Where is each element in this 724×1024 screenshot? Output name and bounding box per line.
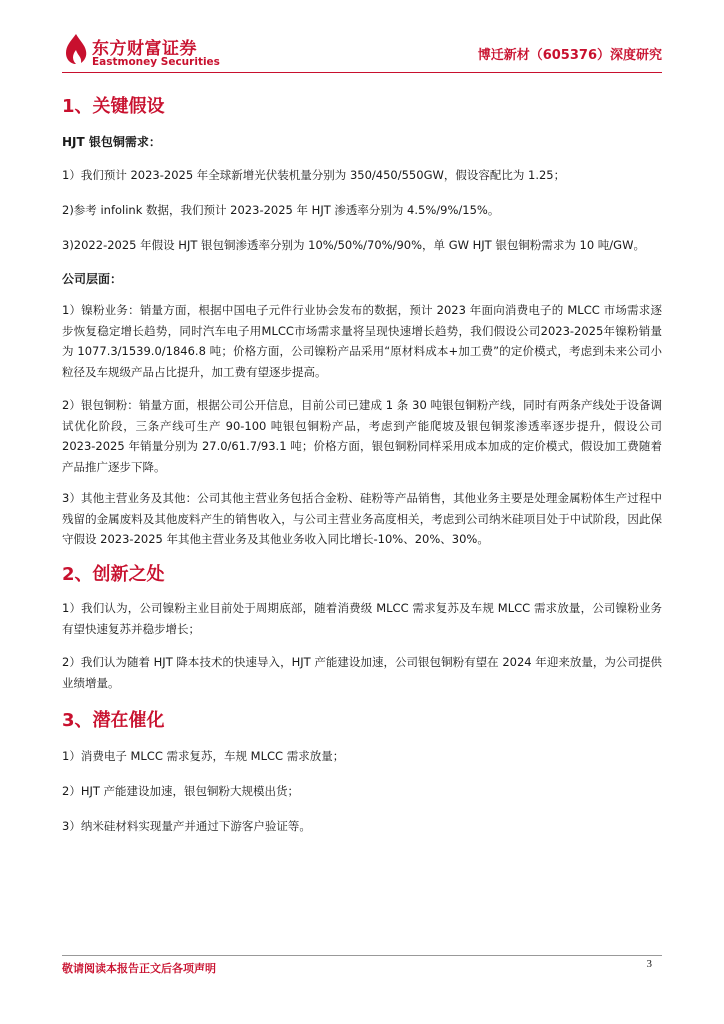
header-divider xyxy=(62,72,662,73)
logo-text-cn: 东方财富证券 xyxy=(92,39,197,59)
paragraph-text: 1）消费电子 MLCC 需求复苏，车规 MLCC 需求放量； xyxy=(62,749,345,763)
paragraph xyxy=(62,746,662,767)
paragraph-text: 3）纳米硅材料实现量产并通过下游客户验证等。 xyxy=(62,819,311,833)
paragraph xyxy=(62,652,662,693)
paragraph xyxy=(62,165,662,186)
section-title: 2、创新之处 xyxy=(62,564,165,585)
paragraph-text: 2）银包铜粉：销量方面，根据公司公开信息，目前公司已建成 1 条 30 吨银包铜粉产线，同时有两条产线处于设备调试优化阶段，三条产线可生产 90-100 吨银包铜粉产品，考虑到产能爬坡及银包铜浆渗透率逐步提升，假设公司 2023-2025 年销量分别为 27.0/61.7/93.1 吨；价格方面，银包铜粉同样采用成本加成的定价模式，假设加工费随着产品推广逐步下降。 xyxy=(62,398,662,474)
paragraph xyxy=(62,300,662,382)
logo-flame-icon xyxy=(62,32,90,66)
section-catalysts xyxy=(62,708,662,734)
section-key-assumptions xyxy=(62,94,662,120)
logo-text-en: Eastmoney Securities xyxy=(92,56,220,68)
subsection-heading: 公司层面： xyxy=(62,272,123,286)
paragraph xyxy=(62,200,662,221)
paragraph-text: 2）我们认为随着 HJT 降本技术的快速导入，HJT 产能建设加速，公司银包铜粉有望在 2024 年迎来放量，为公司提供业绩增量。 xyxy=(62,655,662,690)
paragraph xyxy=(62,816,662,837)
paragraph-text: 1）我们预计 2023-2025 年全球新增光伏装机量分别为 350/450/550GW，假设容配比为 1.25； xyxy=(62,168,566,182)
subsection-hjt-demand xyxy=(62,133,662,151)
paragraph xyxy=(62,235,662,256)
section-title: 3、潜在催化 xyxy=(62,710,165,731)
report-title: 博迁新材（605376）深度研究 xyxy=(477,48,662,63)
footer-disclaimer: 敬请阅读本报告正文后各项声明 xyxy=(62,962,216,975)
page-number: 3 xyxy=(646,958,652,970)
section-title: 1、关键假设 xyxy=(62,96,165,117)
footer-divider xyxy=(62,955,662,956)
paragraph xyxy=(62,488,662,550)
section-innovation xyxy=(62,562,662,588)
paragraph xyxy=(62,598,662,639)
subsection-heading: HJT 银包铜需求： xyxy=(62,135,161,149)
paragraph-text: 3)2022-2025 年假设 HJT 银包铜渗透率分别为 10%/50%/70%/90%，单 GW HJT 银包铜粉需求为 10 吨/GW。 xyxy=(62,238,645,252)
page-header xyxy=(62,30,662,70)
paragraph xyxy=(62,395,662,477)
subsection-company-level xyxy=(62,270,662,288)
paragraph-text: 3）其他主营业务及其他：公司其他主营业务包括合金粉、硅粉等产品销售，其他业务主要是处理金属粉体生产过程中残留的金属废料及其他废料产生的销售收入，与公司主营业务高度相关，考虑到公司纳米硅项目处于中试阶段，因此保守假设 2023-2025 年其他主营业务及其他业务收入同比增长-10%、20%、30%。 xyxy=(62,491,662,546)
paragraph-text: 2）HJT 产能建设加速，银包铜粉大规模出货； xyxy=(62,784,300,798)
paragraph xyxy=(62,781,662,802)
paragraph-text: 1）镍粉业务：销量方面，根据中国电子元件行业协会发布的数据，预计 2023 年面向消费电子的 MLCC 市场需求逐步恢复稳定增长趋势，同时汽车电子用MLCC市场需求量将呈现快速增长趋势，我们假设公司2023-2025年镍粉销量为 1077.3/1539.0/1846.8 吨；价格方面，公司镍粉产品采用“原材料成本+加工费”的定价模式，考虑到未来公司小粒径及车规级产品占比提升，加工费有望逐步提高。 xyxy=(62,303,662,379)
company-logo xyxy=(62,32,262,70)
paragraph-text: 2)参考 infolink 数据，我们预计 2023-2025 年 HJT 渗透率分别为 4.5%/9%/15%。 xyxy=(62,203,500,217)
paragraph-text: 1）我们认为，公司镍粉主业目前处于周期底部，随着消费级 MLCC 需求复苏及车规 MLCC 需求放量，公司镍粉业务有望快速复苏并稳步增长； xyxy=(62,601,662,636)
